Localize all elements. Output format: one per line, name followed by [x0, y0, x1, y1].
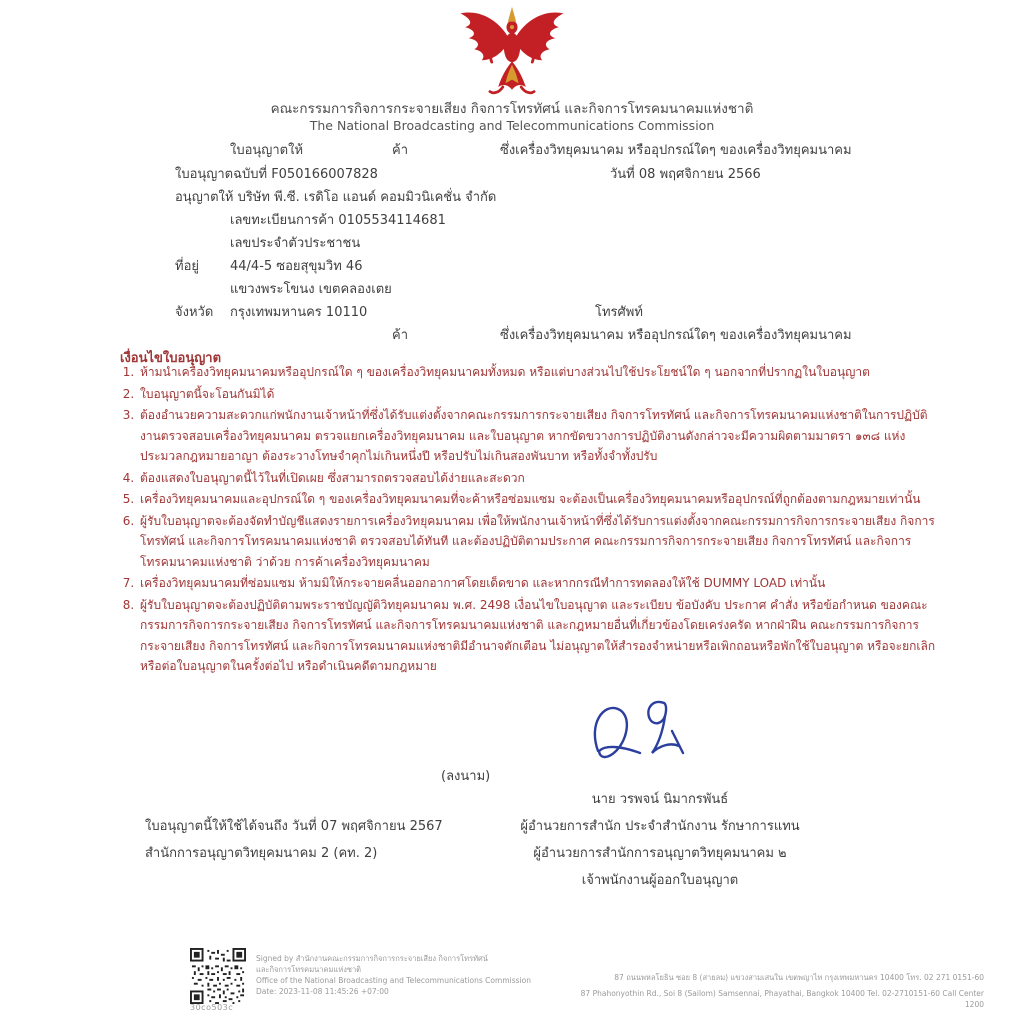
license-date-label: วันที่ — [610, 167, 635, 182]
signature-ink — [580, 693, 715, 792]
condition-item: 3. ต้องอำนวยความสะดวกแก่พนักงานเจ้าหน้าที่ซึ่งได้รับแต่งตั้งจากคณะกรรมการกระจายเสียง กิจการโทรทัศน์ และกิจการโทรคมนาคมแห่งชาติในการปฏิบัติงานตรวจสอบเครื่องวิทยุคมนาคม ตรวจแยกเครื่องวิทยุคมนาคม และใบอนุญาต หากขัดขวางการปฏิบัติงานดังกล่าวจะมีความผิดตามมาตรา ๑๓๘ แห่งประมวลกฎหมายอาญา ต้องระวางโทษจำคุกไม่เกินหนึ่งปี หรือปรับไม่เกินสองพันบาท หรือทั้งจำทั้งปรับ — [138, 405, 936, 467]
grant-type: ค้า — [392, 143, 408, 158]
office-address-thai: 87 ถนนพหลโยธิน ซอย 8 (สายลม) แขวงสามเสนใน เขตพญาไท กรุงเทพมหานคร 10400 โทร. 02 271 0151-60 — [614, 973, 984, 982]
digital-signature-note — [256, 953, 556, 997]
license-date-value: 08 พฤศจิกายน 2566 — [638, 167, 761, 182]
signed-by-line-2: และกิจการโทรคมนาคมแห่งชาติ — [256, 965, 362, 974]
condition-item: 5. เครื่องวิทยุคมนาคมและอุปกรณ์ใด ๆ ของเครื่องวิทยุคมนาคมที่จะค้าหรือซ่อมแซม จะต้องเป็นเครื่องวิทยุคมนาคมหรืออุปกรณ์ที่ถูกต้องตามกฎหมายเท่านั้น — [138, 489, 936, 510]
address-label: ที่อยู่ — [175, 259, 199, 274]
org-name-english: The National Broadcasting and Telecommunications Commission — [309, 118, 715, 133]
license-number-value: F050166007828 — [271, 167, 378, 182]
condition-item: 4. ต้องแสดงใบอนุญาตนี้ไว้ในที่เปิดเผย ซึ่งสามารถตรวจสอบได้ง่ายและสะดวก — [138, 468, 936, 489]
province-label: จังหวัด — [175, 305, 214, 320]
address-line1: 44/4-5 ซอยสุขุมวิท 46 — [230, 259, 363, 274]
trade-registration-row — [230, 209, 446, 230]
signed-by-line-3: Office of the National Broadcasting and Telecommunications Commission — [256, 976, 531, 985]
citizen-id-row — [230, 232, 360, 253]
phone-label: โทรศัพท์ — [595, 305, 643, 320]
address-line2: แขวงพระโขนง เขตคลองเตย — [230, 282, 392, 297]
qr-code — [190, 948, 246, 1008]
licensee-label: อนุญาตให้ — [175, 190, 234, 205]
issuing-office-text: สำนักการอนุญาตวิทยุคมนาคม 2 (คท. 2) — [145, 846, 378, 861]
garuda-emblem — [0, 6, 1024, 98]
grant-scope: ซึ่งเครื่องวิทยุคมนาคม หรืออุปกรณ์ใดๆ ของเครื่องวิทยุคมนาคม — [500, 143, 852, 158]
trade-registration-label: เลขทะเบียนการค้า — [230, 213, 335, 228]
province-value: กรุงเทพมหานคร 10110 — [230, 305, 368, 320]
condition-item: 2. ใบอนุญาตนี้จะโอนกันมิได้ — [138, 384, 936, 405]
condition-item: 7. เครื่องวิทยุคมนาคมที่ซ่อมแซม ห้ามมิให้กระจายคลื่นออกอากาศโดยเด็ดขาด และหากกรณีทำการทดลองให้ใช้ DUMMY LOAD เท่านั้น — [138, 573, 936, 594]
signed-by-line-1: Signed by สำนักงานคณะกรรมการกิจการกระจายเสียง กิจการโทรทัศน์ — [256, 954, 488, 963]
office-address-english: 87 Phahonyothin Rd., Soi 8 (Sailom) Samsennai, Phayathai, Bangkok 10400 Tel. 02-2710151-60 Call Center 1200 — [580, 989, 984, 1009]
conditions-heading: เงื่อนไขใบอนุญาต — [120, 351, 222, 366]
org-name-thai: คณะกรรมการกิจการกระจายเสียง กิจการโทรทัศน์ และกิจการโทรคมนาคมแห่งชาติ — [270, 101, 754, 117]
trade-type-label: ค้า — [392, 328, 408, 343]
signer-title-2: ผู้อำนวยการสำนักการอนุญาตวิทยุคมนาคม ๒ — [533, 846, 787, 861]
condition-item: 1. ห้ามนำเครื่องวิทยุคมนาคมหรืออุปกรณ์ใด ๆ ของเครื่องวิทยุคมนาคมทั้งหมด หรือแต่บางส่วนไปใช้ประโยชน์ใด ๆ นอกจากที่ปรากฏในใบอนุญาต — [138, 362, 936, 383]
signed-by-line-4: Date: 2023-11-08 11:45:26 +07:00 — [256, 987, 389, 996]
trade-registration-value: 0105534114681 — [338, 213, 446, 228]
condition-item: 6. ผู้รับใบอนุญาตจะต้องจัดทำบัญชีแสดงรายการเครื่องวิทยุคมนาคม เพื่อให้พนักงานเจ้าหน้าที่ซึ่งได้รับการแต่งตั้งจากคณะกรรมการกิจการกระจายเสียง กิจการโทรทัศน์ และกิจการโทรคมนาคมแห่งชาติ ตรวจสอบได้ทันที และต้องปฏิบัติตามประกาศ คณะกรรมการกิจการกระจายเสียง กิจการโทรทัศน์ และกิจการโทรคมนาคมแห่งชาติ ว่าด้วย การค้าเครื่องวิทยุคมนาคม — [138, 511, 936, 573]
trade-scope-text: ซึ่งเครื่องวิทยุคมนาคม หรืออุปกรณ์ใดๆ ของเครื่องวิทยุคมนาคม — [500, 328, 852, 343]
valid-until-text: ใบอนุญาตนี้ให้ใช้ได้จนถึง วันที่ 07 พฤศจิกายน 2567 — [145, 819, 443, 834]
license-number-row — [175, 163, 378, 184]
qr-code-label: 30co503c — [190, 1003, 234, 1012]
licensee-value: บริษัท พี.ซี. เรดิโอ แอนด์ คอมมิวนิเคชั่น จำกัด — [237, 190, 497, 205]
signer-name: นาย วรพจน์ นิมากรพันธ์ — [591, 792, 729, 807]
licensee-row — [175, 186, 496, 207]
citizen-id-label: เลขประจำตัวประชาชน — [230, 236, 361, 251]
signer-title-3: เจ้าพนักงานผู้ออกใบอนุญาต — [581, 873, 739, 888]
sign-here-label: (ลงนาม) — [441, 769, 491, 784]
conditions-list — [120, 362, 936, 678]
license-number-label: ใบอนุญาตฉบับที่ — [175, 167, 268, 182]
signer-title-1: ผู้อำนวยการสำนัก ประจำสำนักงาน รักษาการแทน — [520, 819, 800, 834]
condition-item: 8. ผู้รับใบอนุญาตจะต้องปฏิบัติตามพระราชบัญญัติวิทยุคมนาคม พ.ศ. 2498 เงื่อนไขใบอนุญาต และระเบียบ ข้อบังคับ ประกาศ คำสั่ง หรือข้อกำหนด ของคณะกรรมการกิจการกระจายเสียง กิจการโทรทัศน์ และกิจการโทรคมนาคมแห่งชาติ และกฎหมายอื่นที่เกี่ยวข้องโดยเคร่งครัด หากฝ่าฝืน คณะกรรมการกิจการกระจายเสียง กิจการโทรทัศน์ และกิจการโทรคมนาคมแห่งชาติมีอำนาจตักเตือน ไม่อนุญาตให้สำรองจำหน่ายหรือเพิกถอนหรือพักใช้ใบอนุญาต หรือจะยกเลิกหรือต่อใบอนุญาตในครั้งต่อไป หรือดำเนินคดีตามกฎหมาย — [138, 595, 936, 677]
grant-label: ใบอนุญาตให้ — [230, 143, 304, 158]
license-date-row — [610, 163, 761, 184]
office-address — [560, 972, 984, 1010]
